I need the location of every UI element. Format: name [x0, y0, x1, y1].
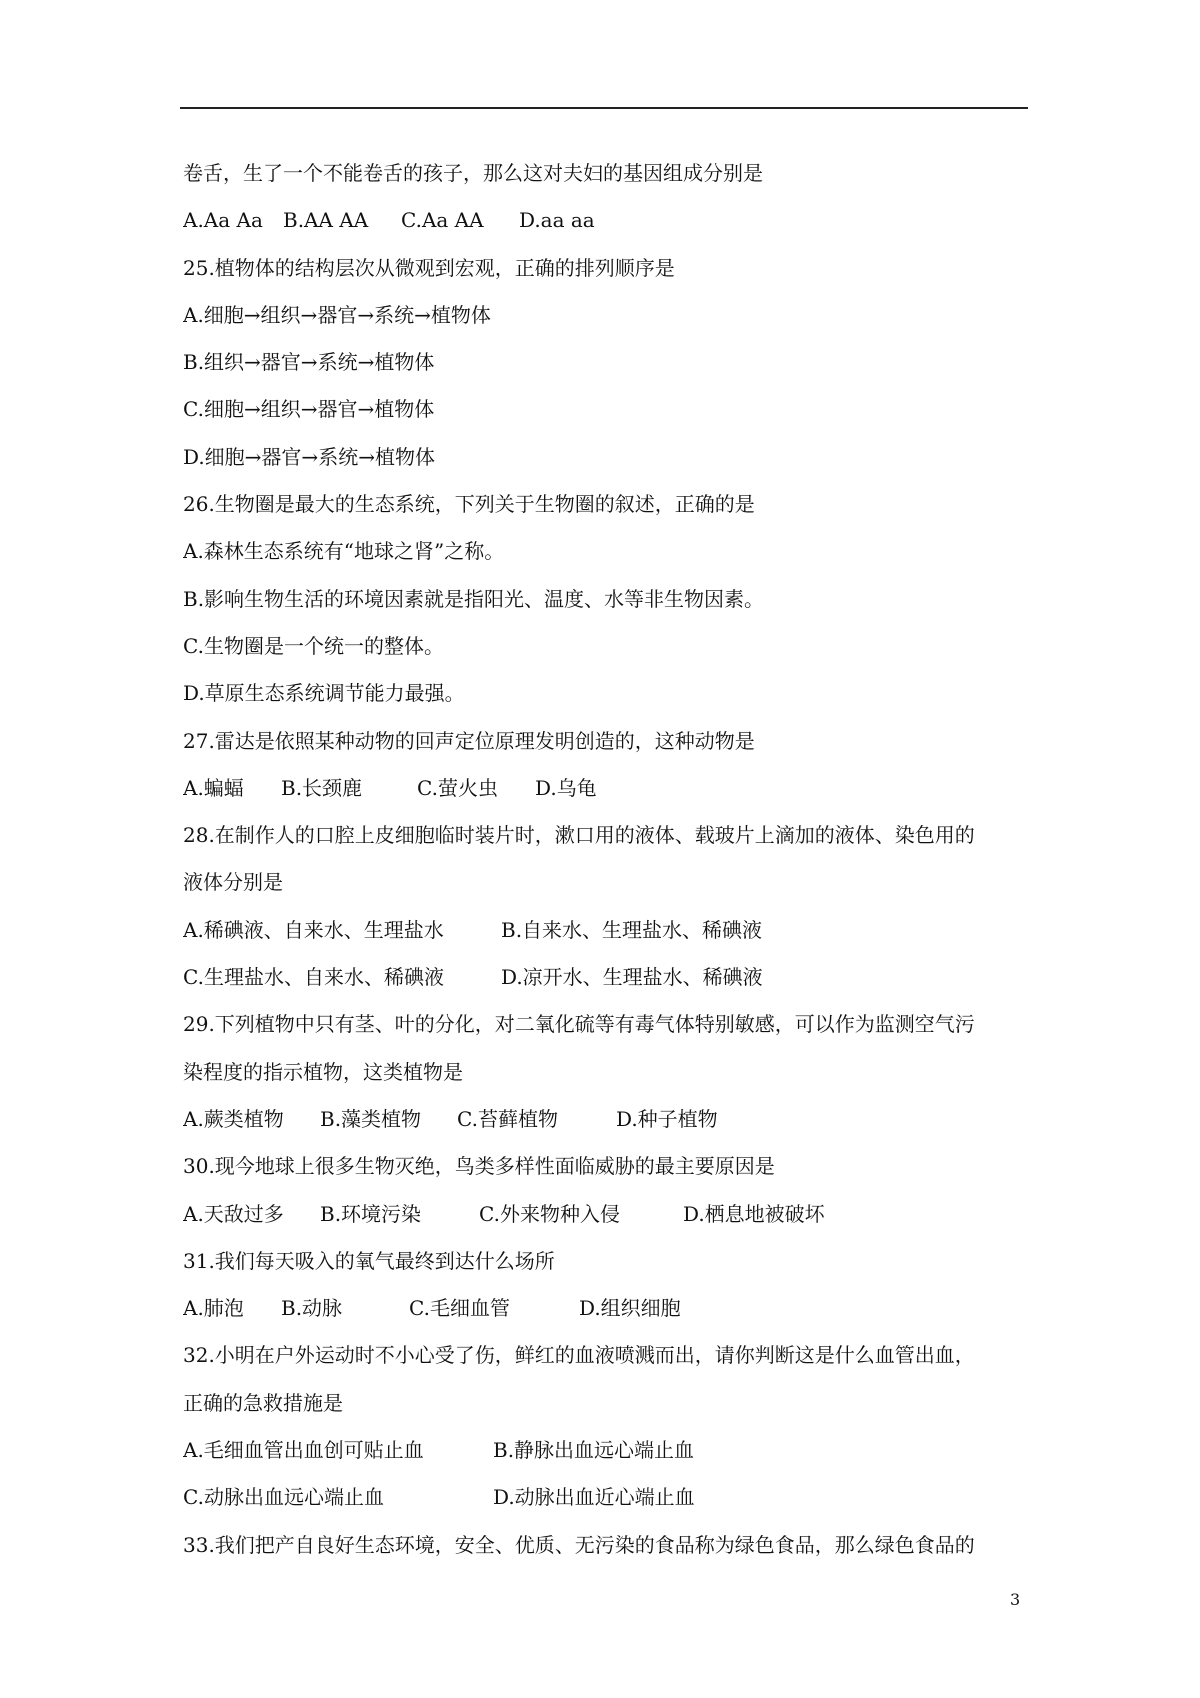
option-d: D.草原生态系统调节能力最强。: [183, 681, 465, 706]
text-line: 正确的急救措施是: [183, 1390, 343, 1415]
option-a: A.天敌过多: [183, 1201, 284, 1226]
option-d: D.细胞→器官→系统→植物体: [183, 444, 435, 469]
option-d: D.动脉出血近心端止血: [493, 1485, 695, 1510]
option-b: B.组织→器官→系统→植物体: [183, 350, 435, 375]
option-b: B.静脉出血远心端止血: [493, 1438, 695, 1463]
option-b: B.AA AA: [283, 208, 369, 233]
option-c: C.Aa AA: [401, 208, 484, 233]
answer-options: [183, 1474, 1028, 1521]
option-b: B.影响生物生活的环境因素就是指阳光、温度、水等非生物因素。: [183, 586, 765, 611]
option-d: D.种子植物: [616, 1106, 718, 1131]
text-line: 染程度的指示植物，这类植物是: [183, 1059, 463, 1084]
option-c: C.细胞→组织→器官→植物体: [183, 397, 435, 422]
option-d: D.组织细胞: [579, 1296, 681, 1321]
option-c: C.毛细血管: [409, 1296, 510, 1321]
option-a: A.蕨类植物: [183, 1106, 284, 1131]
option-d: D.乌龟: [535, 775, 597, 800]
option-c: C.生物圈是一个统一的整体。: [183, 633, 444, 658]
option-c: C.生理盐水、自来水、稀碘液: [183, 965, 444, 990]
answer-options: [183, 1096, 1028, 1143]
answer-options: [183, 954, 1028, 1001]
question-28: 28.在制作人的口腔上皮细胞临时装片时，漱口用的液体、载玻片上滴加的液体、染色用的: [183, 823, 975, 848]
text-line: 液体分别是: [183, 870, 283, 895]
option-a: A.蝙蝠: [183, 775, 244, 800]
question-26: 26.生物圈是最大的生态系统，下列关于生物圈的叙述，正确的是: [183, 492, 755, 517]
page-number: 3: [1010, 1590, 1021, 1609]
option-c: C.苔藓植物: [457, 1106, 558, 1131]
option-b: B.环境污染: [320, 1201, 422, 1226]
question-30: 30.现今地球上很多生物灭绝，鸟类多样性面临威胁的最主要原因是: [183, 1154, 775, 1179]
answer-options: [183, 1285, 1028, 1332]
question-31: 31.我们每天吸入的氧气最终到达什么场所: [183, 1248, 555, 1273]
option-b: B.藻类植物: [320, 1106, 422, 1131]
question-25: 25.植物体的结构层次从微观到宏观，正确的排列顺序是: [183, 255, 675, 280]
option-a: A.森林生态系统有“地球之肾”之称。: [183, 539, 505, 564]
option-b: B.动脉: [281, 1296, 343, 1321]
option-d: D.栖息地被破坏: [683, 1201, 825, 1226]
question-32: 32.小明在户外运动时不小心受了伤，鲜红的血液喷溅而出，请你判断这是什么血管出血，: [183, 1343, 975, 1368]
text-line: 卷舌，生了一个不能卷舌的孩子，那么这对夫妇的基因组成分别是: [183, 161, 763, 185]
option-b: B.自来水、生理盐水、稀碘液: [501, 917, 763, 942]
answer-options: [183, 197, 1028, 244]
option-a: A.稀碘液、自来水、生理盐水: [183, 917, 444, 942]
answer-options: [183, 765, 1028, 812]
answer-options: [183, 1427, 1028, 1474]
option-d: D.aa aa: [519, 208, 595, 233]
option-c: C.动脉出血远心端止血: [183, 1485, 384, 1510]
option-c: C.萤火虫: [417, 775, 498, 800]
question-29: 29.下列植物中只有茎、叶的分化，对二氧化硫等有毒气体特别敏感，可以作为监测空气污: [183, 1012, 975, 1037]
option-a: A.毛细血管出血创可贴止血: [183, 1438, 424, 1463]
header-rule: [180, 107, 1028, 109]
option-a: A.细胞→组织→器官→系统→植物体: [183, 302, 491, 327]
question-33: 33.我们把产自良好生态环境，安全、优质、无污染的食品称为绿色食品，那么绿色食品的: [183, 1532, 975, 1557]
answer-options: [183, 907, 1028, 954]
question-27: 27.雷达是依照某种动物的回声定位原理发明创造的，这种动物是: [183, 728, 755, 753]
option-a: A.Aa Aa: [183, 208, 263, 233]
answer-options: [183, 1191, 1028, 1238]
option-c: C.外来物种入侵: [479, 1201, 620, 1226]
option-a: A.肺泡: [183, 1296, 244, 1321]
page-content: [183, 150, 1028, 1569]
option-b: B.长颈鹿: [281, 775, 363, 800]
option-d: D.凉开水、生理盐水、稀碘液: [501, 965, 763, 990]
